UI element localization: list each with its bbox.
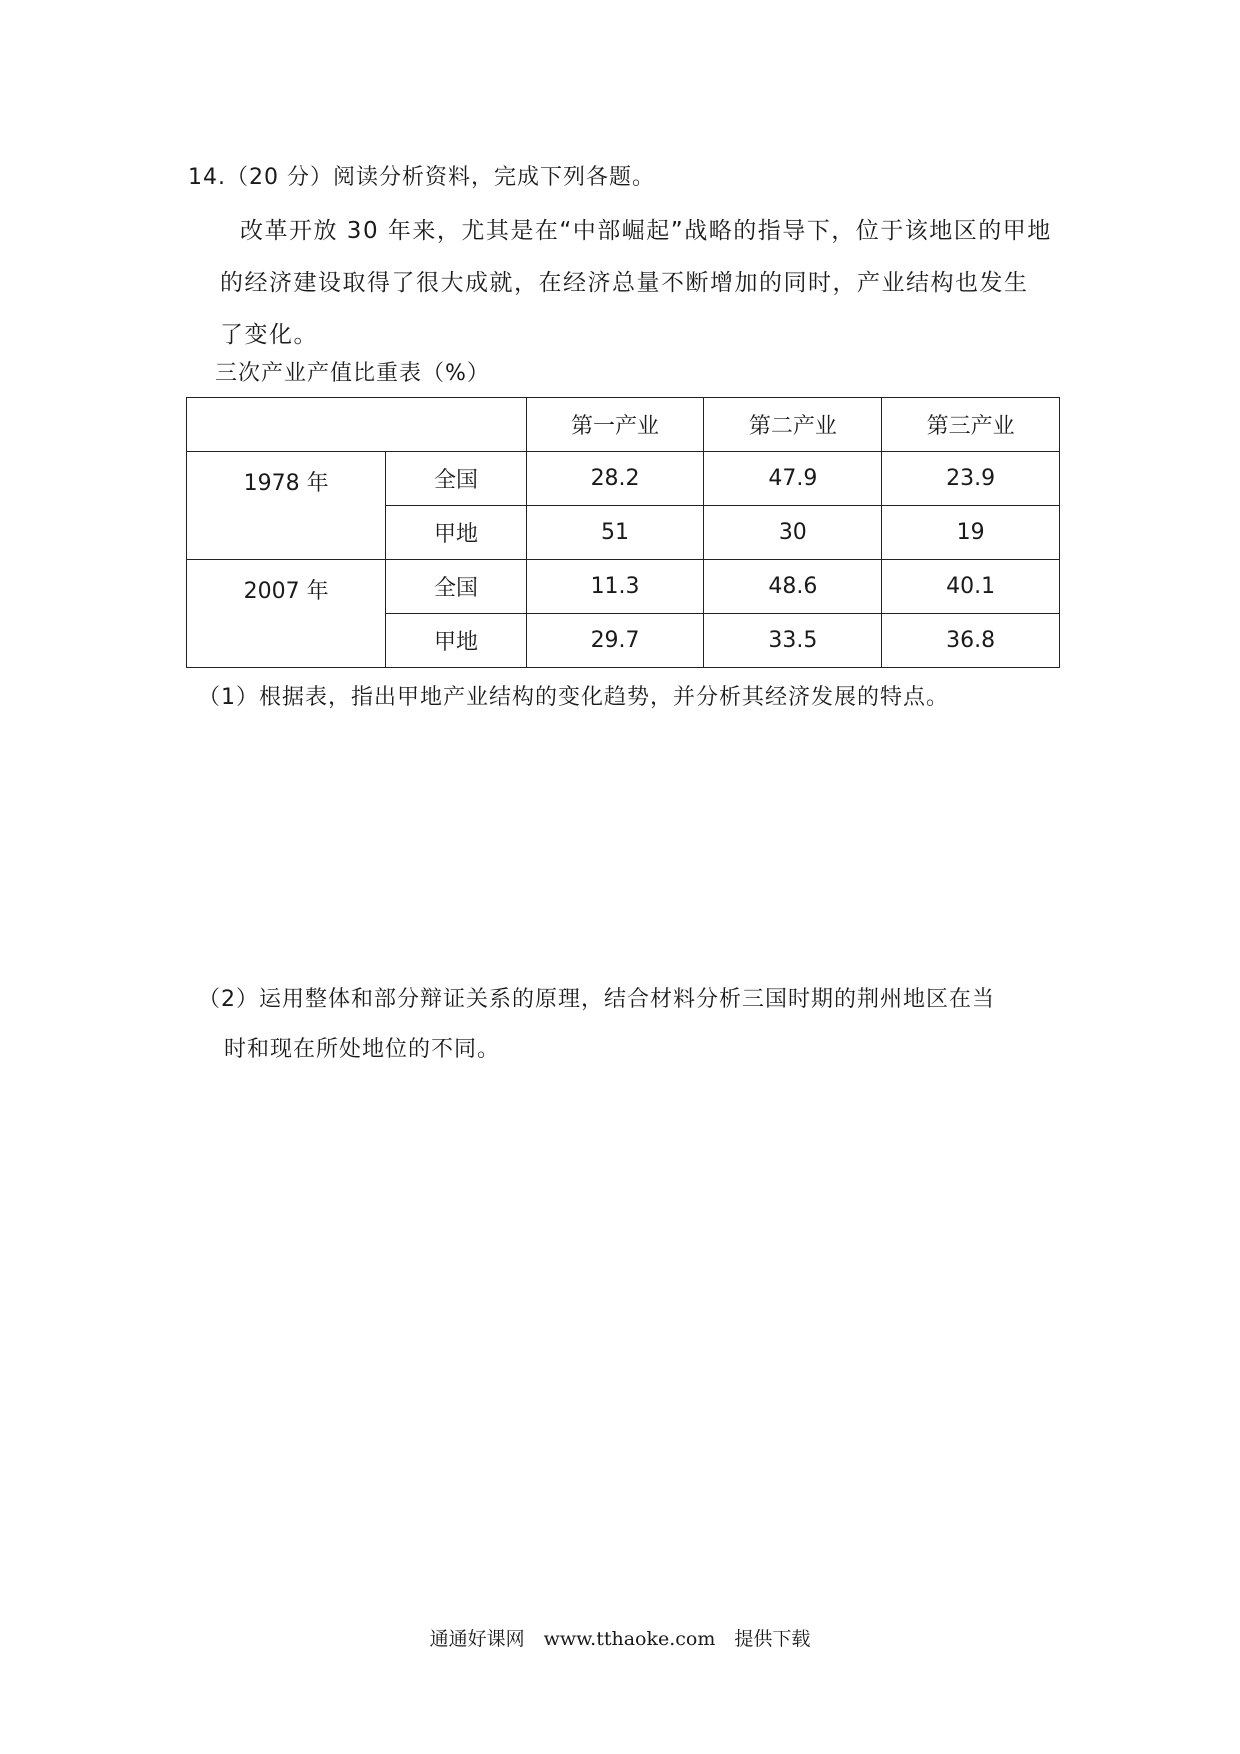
value-cell: 28.2 bbox=[526, 452, 704, 506]
value-cell: 40.1 bbox=[882, 560, 1060, 614]
header-tertiary: 第三产业 bbox=[882, 398, 1060, 452]
value-cell: 19 bbox=[882, 506, 1060, 560]
question-title: 14.（20 分）阅读分析资料，完成下列各题。 bbox=[188, 165, 655, 190]
value-cell: 23.9 bbox=[882, 452, 1060, 506]
paragraph-line: 改革开放 30 年来，尤其是在“中部崛起”战略的指导下，位于该地区的甲地 bbox=[240, 218, 1052, 244]
value-cell: 33.5 bbox=[704, 614, 882, 668]
table-row bbox=[187, 560, 1060, 614]
table-row bbox=[187, 452, 1060, 506]
region-cell: 甲地 bbox=[386, 506, 526, 560]
table-caption: 三次产业产值比重表（%） bbox=[215, 361, 490, 386]
sub-question-2-line: （2）运用整体和部分辩证关系的原理，结合材料分析三国时期的荆州地区在当 bbox=[198, 987, 995, 1012]
value-cell: 29.7 bbox=[526, 614, 704, 668]
paragraph-line: 了变化。 bbox=[220, 322, 318, 348]
value-cell: 48.6 bbox=[704, 560, 882, 614]
industry-share-table bbox=[186, 397, 1060, 668]
sub-question-2-line: 时和现在所处地位的不同。 bbox=[224, 1037, 501, 1062]
value-cell: 51 bbox=[526, 506, 704, 560]
table-header-row bbox=[187, 398, 1060, 452]
question-paragraph bbox=[220, 205, 1060, 361]
value-cell: 11.3 bbox=[526, 560, 704, 614]
region-cell: 全国 bbox=[386, 452, 526, 506]
sub-question-1: （1）根据表，指出甲地产业结构的变化趋势，并分析其经济发展的特点。 bbox=[198, 685, 949, 710]
table-corner-cell bbox=[187, 398, 527, 452]
region-cell: 甲地 bbox=[386, 614, 526, 668]
header-primary: 第一产业 bbox=[526, 398, 704, 452]
value-cell: 47.9 bbox=[704, 452, 882, 506]
year-cell: 1978 年 bbox=[187, 452, 386, 560]
header-secondary: 第二产业 bbox=[704, 398, 882, 452]
value-cell: 30 bbox=[704, 506, 882, 560]
year-cell: 2007 年 bbox=[187, 560, 386, 668]
sub-question-2 bbox=[198, 975, 1068, 1075]
page-footer: 通通好课网 www.tthaoke.com 提供下载 bbox=[429, 1628, 811, 1650]
region-cell: 全国 bbox=[386, 560, 526, 614]
paragraph-line: 的经济建设取得了很大成就，在经济总量不断增加的同时，产业结构也发生 bbox=[220, 270, 1029, 296]
value-cell: 36.8 bbox=[882, 614, 1060, 668]
